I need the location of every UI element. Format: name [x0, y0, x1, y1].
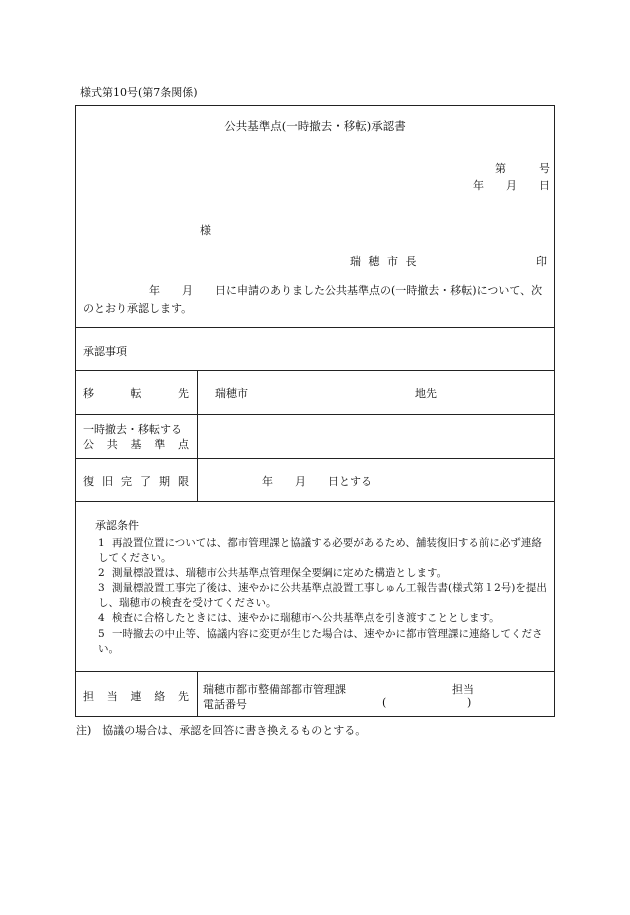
divider-destination	[75, 370, 555, 371]
contact-phone-paren-close: )	[467, 696, 472, 709]
divider-deadline	[75, 458, 555, 459]
condition-item-4: 4 検査に合格したときには、速やかに瑞穂市へ公共基準点を引き渡すこととします。	[98, 612, 500, 624]
issuer-name: 瑞 穂 市 長	[350, 255, 419, 268]
form-number-label: 様式第10号(第7条関係)	[80, 86, 198, 99]
points-label-line1: 一時撤去・移転する	[83, 423, 182, 436]
conditions-heading: 承認条件	[95, 519, 139, 532]
divider-approval-items	[75, 327, 555, 328]
approval-body-text: 年 月 日に申請のありました公共基準点の(一時撤去・移転)について、次のとおり承認します。	[83, 284, 543, 315]
destination-city: 瑞穂市	[215, 387, 248, 400]
document-number: 第 号	[495, 162, 550, 175]
destination-label: 移 転 先	[83, 387, 189, 400]
document-date: 年 月 日	[473, 179, 550, 192]
condition-item-1: 1 再設置位置については、都市管理課と協議する必要があるため、舗装復旧する前に必ず連絡してください。	[98, 537, 542, 564]
contact-phone-paren-open: (	[382, 696, 387, 709]
column-divider-table	[197, 370, 198, 501]
deadline-value: 年 月 日とする	[262, 475, 372, 488]
contact-label: 担 当 連 絡 先	[83, 690, 189, 703]
condition-item-3: 3 測量標設置工事完了後は、速やかに公共基準点設置工事しゅん工報告書(様式第１2号)を提出し、瑞穂市の検査を受けてください。	[98, 582, 547, 609]
divider-conditions	[75, 501, 555, 502]
seal-mark: 印	[536, 255, 547, 268]
destination-suffix: 地先	[415, 387, 437, 400]
contact-person-label: 担当	[452, 683, 474, 696]
addressee-suffix: 様	[200, 224, 211, 237]
approval-items-heading: 承認事項	[83, 345, 127, 358]
condition-item-2: 2 測量標設置は、瑞穂市公共基準点管理保全要綱に定めた構造とします。	[98, 567, 448, 579]
divider-points	[75, 414, 555, 415]
condition-item-5: 5 一時撤去の中止等、協議内容に変更が生じた場合は、速やかに都市管理課に連絡してください。	[98, 628, 543, 655]
contact-phone-label: 電話番号	[203, 698, 247, 711]
document-title: 公共基準点(一時撤去・移転)承認書	[224, 119, 406, 133]
contact-department: 瑞穂市都市整備部都市管理課	[203, 683, 346, 696]
divider-contact	[75, 671, 555, 672]
column-divider-contact	[197, 671, 198, 717]
deadline-label: 復 旧 完 了 期 限	[83, 475, 189, 488]
points-label-line2: 公 共 基 準 点	[83, 438, 189, 451]
footnote: 注) 協議の場合は、承認を回答に書き換えるものとする。	[76, 724, 367, 737]
